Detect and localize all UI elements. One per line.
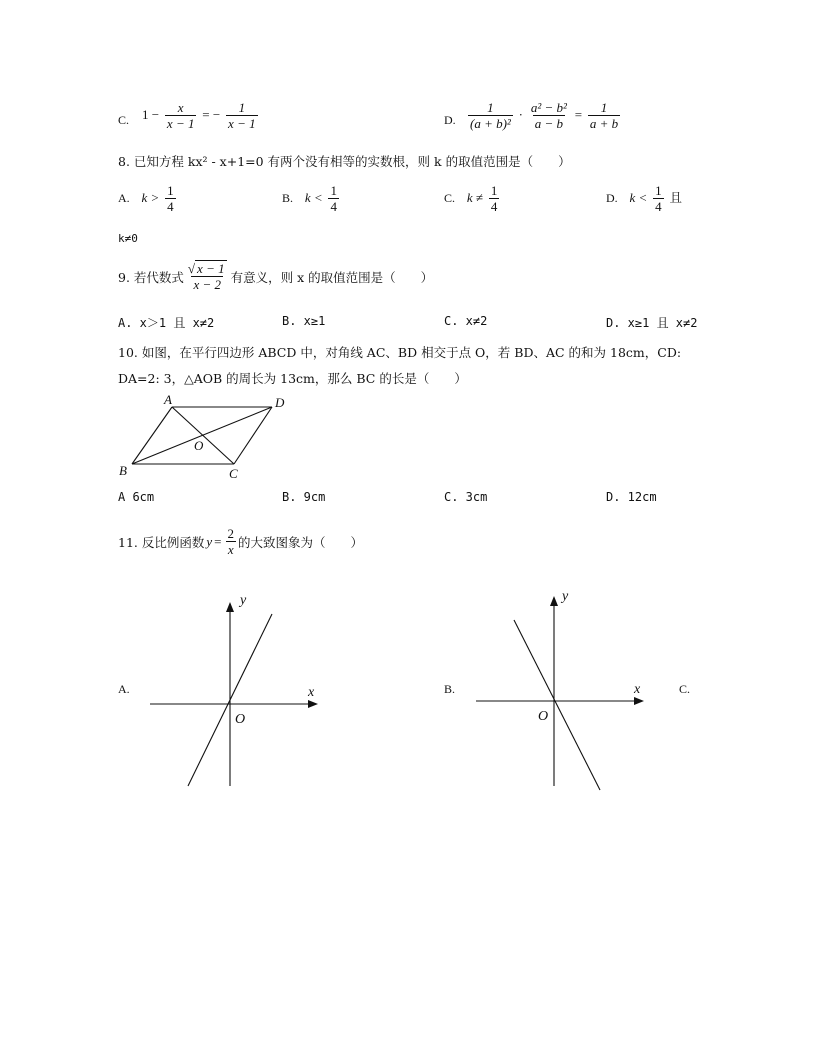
diagonal-bd bbox=[132, 407, 272, 464]
q7-d-fraction-2: $\frac{\text{a² − b²}}{a - b}$ bbox=[530, 100, 567, 131]
q11-option-b-label: B. bbox=[444, 682, 456, 696]
label-a: A bbox=[164, 392, 172, 407]
q8-stem: 8. 已知方程 kx² - x+1=0 有两个没有相等的实数根，则 k 的取值范围是（ ） bbox=[118, 154, 571, 169]
q11-graph-a bbox=[148, 590, 328, 792]
label-b: B bbox=[119, 463, 127, 478]
q9-option-d: D. x≥1 且 x≠2 bbox=[606, 316, 698, 330]
y-axis-label: y bbox=[562, 589, 569, 604]
q10-parallelogram-figure bbox=[116, 392, 296, 482]
side-dc bbox=[234, 407, 272, 464]
label-c: C bbox=[229, 466, 238, 481]
x-axis-arrow-icon bbox=[634, 697, 644, 705]
q7-option-d-expression bbox=[466, 100, 622, 131]
q7-d-fraction-1: $\frac{1}{\text{(a + b)²}}$ bbox=[470, 100, 511, 131]
q7-option-c-label: C. bbox=[118, 113, 130, 127]
q7-option-c-expression bbox=[142, 100, 260, 131]
q7-c-eq: = − bbox=[202, 107, 221, 122]
q11-graph-b bbox=[472, 588, 652, 794]
q7-d-dot: · bbox=[518, 107, 523, 122]
y-axis-arrow-icon bbox=[226, 602, 234, 612]
q7-c-lhs: 1 − bbox=[142, 107, 160, 122]
q10-option-b: B. 9cm bbox=[282, 490, 326, 504]
q10-stem-line1: 10. 如图，在平行四边形 ABCD 中，对角线 AC、BD 相交于点 O，若 BD、AC 的和为 18cm，CD: bbox=[118, 345, 682, 360]
label-d: D bbox=[275, 395, 285, 410]
q7-d-fraction-3: $\frac{1}{a + b}$ bbox=[589, 100, 619, 131]
q8-option-a: A. k > $\frac{1}{4}$ bbox=[118, 183, 174, 214]
q10-option-a: A 6cm bbox=[118, 490, 155, 504]
y-axis-label: y bbox=[240, 593, 247, 608]
q8-option-d: D. k < $\frac{1}{4}$ 且 bbox=[606, 183, 682, 214]
q9-fraction: $\frac{√ x - 1}{x - 2}$ bbox=[187, 261, 225, 292]
q10-stem-line2: DA=2: 3，△AOB 的周长为 13cm，那么 BC 的长是（ ） bbox=[118, 371, 467, 386]
label-o: O bbox=[194, 438, 204, 453]
q8-option-b: B. k < $\frac{1}{4}$ bbox=[282, 183, 337, 214]
graph-line bbox=[514, 620, 600, 790]
q7-c-fraction-1: $\frac{x}{x - 1}$ bbox=[166, 100, 195, 131]
q11-option-a-label: A. bbox=[118, 682, 130, 696]
x-axis-label: x bbox=[308, 685, 315, 700]
q7-d-eq: = bbox=[574, 107, 583, 122]
q9-option-b: B. x≥1 bbox=[282, 314, 326, 328]
q7-option-d-label: D. bbox=[444, 113, 456, 127]
x-axis-label: x bbox=[634, 682, 641, 697]
origin-label: O bbox=[538, 709, 549, 724]
x-axis-arrow-icon bbox=[308, 700, 318, 708]
q9-stem: 9. 若代数式 $\frac{√ x - 1}{x - 2}$ 有意义，则 x 的取值范围是（ ） bbox=[118, 261, 434, 292]
origin-label: O bbox=[235, 712, 246, 727]
y-axis-arrow-icon bbox=[550, 596, 558, 606]
q8-option-d-continuation: k≠0 bbox=[118, 232, 138, 245]
q7-c-fraction-2: $\frac{1}{x - 1}$ bbox=[228, 100, 256, 131]
q9-option-a: A. x＞1 且 x≠2 bbox=[118, 316, 215, 330]
q10-option-d: D. 12cm bbox=[606, 490, 657, 504]
q9-option-c: C. x≠2 bbox=[444, 314, 488, 328]
q11-option-c-label: C. bbox=[679, 682, 691, 696]
q11-stem: 11. 反比例函数 y = $\frac{2}{x}$ 的大致图象为（ ） bbox=[118, 526, 363, 557]
q8-option-c: C. k ≠ $\frac{1}{4}$ bbox=[444, 183, 498, 214]
q10-option-c: C. 3cm bbox=[444, 490, 488, 504]
